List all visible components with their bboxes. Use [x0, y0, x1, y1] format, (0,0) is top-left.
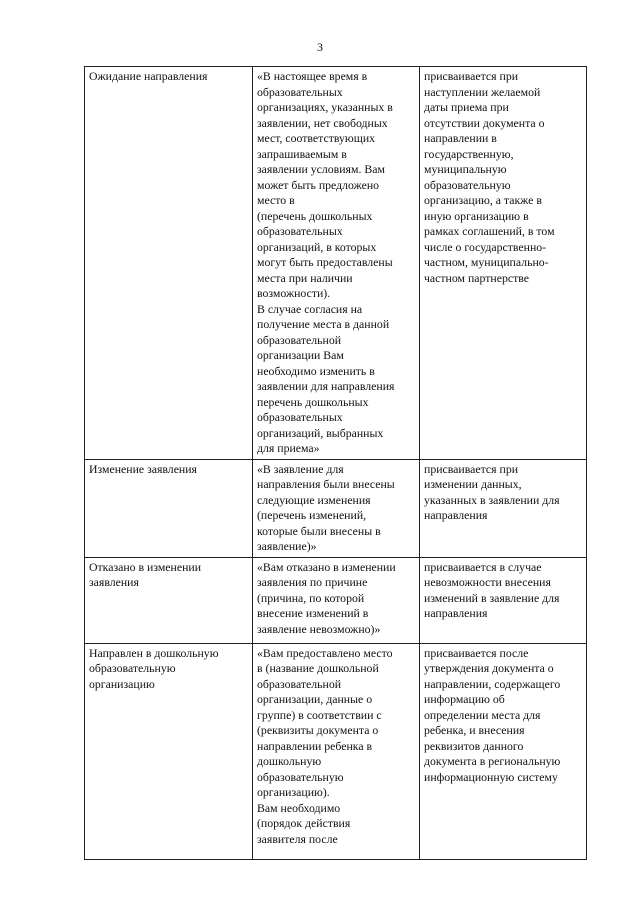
- condition-text: присваивается при изменении данных, указанных в заявлении для направления: [424, 461, 560, 522]
- status-cell: [85, 67, 253, 460]
- status-cell: [85, 557, 253, 643]
- message-cell: [253, 643, 420, 859]
- message-cell: [253, 459, 420, 557]
- status-text: Отказано в изменении заявления: [89, 559, 202, 589]
- message-text: «Вам отказано в изменении заявления по причине (причина, по которой внесение изменений в заявление невозможно)»: [257, 559, 396, 636]
- condition-cell: [420, 459, 587, 557]
- condition-text: присваивается в случае невозможности внесения изменений в заявление для направления: [424, 559, 560, 620]
- status-text: Ожидание направления: [89, 69, 208, 83]
- status-cell: [85, 643, 253, 859]
- condition-cell: [420, 557, 587, 643]
- message-cell: [253, 67, 420, 460]
- condition-text: присваивается при наступлении желаемой даты приема при отсутствии документа о направлении в государственную, муниципальную образовательную организацию, а также в иную организацию в рамках соглашений, в том числе о государственно- частном, муниципально- частном партнерстве: [424, 69, 555, 285]
- condition-text: присваивается после утверждения документа о направлении, содержащего информацию об определении места для ребенка, и внесения реквизитов данного документа в региональную информационную систему: [424, 645, 561, 784]
- status-table: [84, 66, 587, 860]
- message-text: «В заявление для направления были внесены следующие изменения (перечень изменений, которые были внесены в заявление)»: [257, 461, 395, 553]
- table-row: [85, 459, 587, 557]
- page-number: 3: [317, 40, 323, 54]
- message-cell: [253, 557, 420, 643]
- condition-cell: [420, 643, 587, 859]
- table-row: [85, 557, 587, 643]
- message-text: «В настоящее время в образовательных организациях, указанных в заявлении, нет свободных мест, соответствующих запрашиваемым в заявлении условиям. Вам может быть предложено место в (перечень дошкольных образовательных организаций, в которых могут быть предоставлены места при наличии возможности). В случае согласия на получение места в данной образовательной организации Вам необходимо изменить в заявлении для направления перечень дошкольных образовательных организаций, выбранных для приема»: [257, 69, 395, 455]
- status-cell: [85, 459, 253, 557]
- table-row: [85, 643, 587, 859]
- condition-cell: [420, 67, 587, 460]
- status-text: Направлен в дошкольную образовательную организацию: [89, 645, 219, 691]
- table-row: [85, 67, 587, 460]
- message-text: «Вам предоставлено место в (название дошкольной образовательной организации, данные о группе) в соответствии с (реквизиты документа о направлении ребенка в дошкольную образовательную организацию). Вам необходимо (порядок действия заявителя после: [257, 645, 393, 846]
- status-text: Изменение заявления: [89, 461, 197, 476]
